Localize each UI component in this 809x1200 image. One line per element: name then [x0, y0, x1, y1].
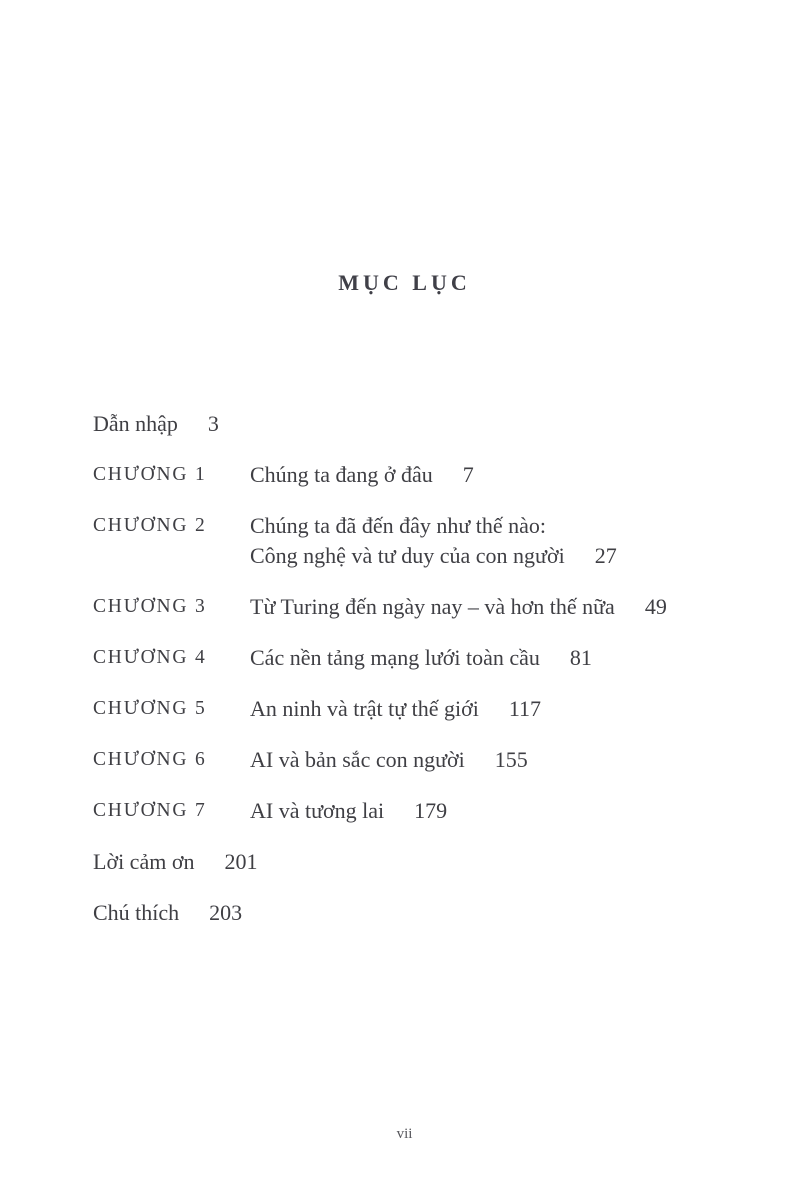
chapter-title: [93, 409, 749, 439]
chapter-title: [93, 898, 749, 928]
chapter-title: [250, 694, 749, 724]
chapter-label: CHƯƠNG 1: [93, 464, 207, 485]
toc-page-number: 155: [494, 747, 528, 772]
toc-entry: [93, 409, 749, 439]
toc-entry-line: AI và tương lai 179: [250, 796, 749, 826]
chapter-label: CHƯƠNG 7: [93, 800, 207, 821]
toc-entry: [93, 898, 749, 928]
toc-entry-line: Các nền tảng mạng lưới toàn cầu 81: [250, 643, 749, 673]
toc-entry: [93, 745, 749, 775]
chapter-label: CHƯƠNG 3: [93, 596, 207, 617]
toc-entry-line: Chú thích 203: [93, 898, 749, 928]
chapter-label: CHƯƠNG 6: [93, 749, 207, 770]
toc-entry-line: AI và bản sắc con người 155: [250, 745, 749, 775]
folio-page-number: vii: [396, 1126, 413, 1142]
toc-entry-line: An ninh và trật tự thế giới 117: [250, 694, 749, 724]
toc-entry-line: Chúng ta đã đến đây như thế nào:: [250, 513, 547, 538]
toc-page-number: 7: [462, 462, 474, 487]
toc-entry-line: Chúng ta đang ở đâu 7: [250, 460, 749, 490]
toc-entry-line: Dẫn nhập 3: [93, 409, 749, 439]
toc-entry-line: Lời cảm ơn 201: [93, 847, 749, 877]
page-title: MỤC LỤC: [338, 270, 471, 295]
toc-entry: [93, 694, 749, 724]
toc-entry-line: Từ Turing đến ngày nay – và hơn thế nữa 49: [250, 592, 749, 622]
toc-page-number: 3: [207, 411, 219, 436]
table-of-contents: [93, 409, 749, 949]
chapter-title: [250, 796, 749, 826]
chapter-title: [250, 643, 749, 673]
chapter-title: [250, 745, 749, 775]
chapter-label: CHƯƠNG 5: [93, 698, 207, 719]
toc-page-number: 201: [224, 849, 258, 874]
toc-entry: [93, 460, 749, 490]
chapter-title: [250, 511, 749, 571]
toc-entry-line: Công nghệ và tư duy của con người 27: [250, 541, 749, 571]
toc-entry: [93, 847, 749, 877]
toc-entry: [93, 511, 749, 571]
chapter-title: [93, 847, 749, 877]
toc-entry: [93, 796, 749, 826]
toc-page-number: 81: [569, 645, 592, 670]
toc-page-number: 203: [209, 900, 243, 925]
toc-entry: [93, 592, 749, 622]
chapter-title: [250, 592, 749, 622]
chapter-label: CHƯƠNG 4: [93, 647, 207, 668]
toc-page-number: 49: [644, 594, 667, 619]
chapter-label: CHƯƠNG 2: [93, 515, 207, 536]
toc-page-number: 27: [594, 543, 617, 568]
chapter-title: [250, 460, 749, 490]
toc-page-number: 117: [508, 696, 542, 721]
toc-entry: [93, 643, 749, 673]
toc-page-number: 179: [414, 798, 448, 823]
